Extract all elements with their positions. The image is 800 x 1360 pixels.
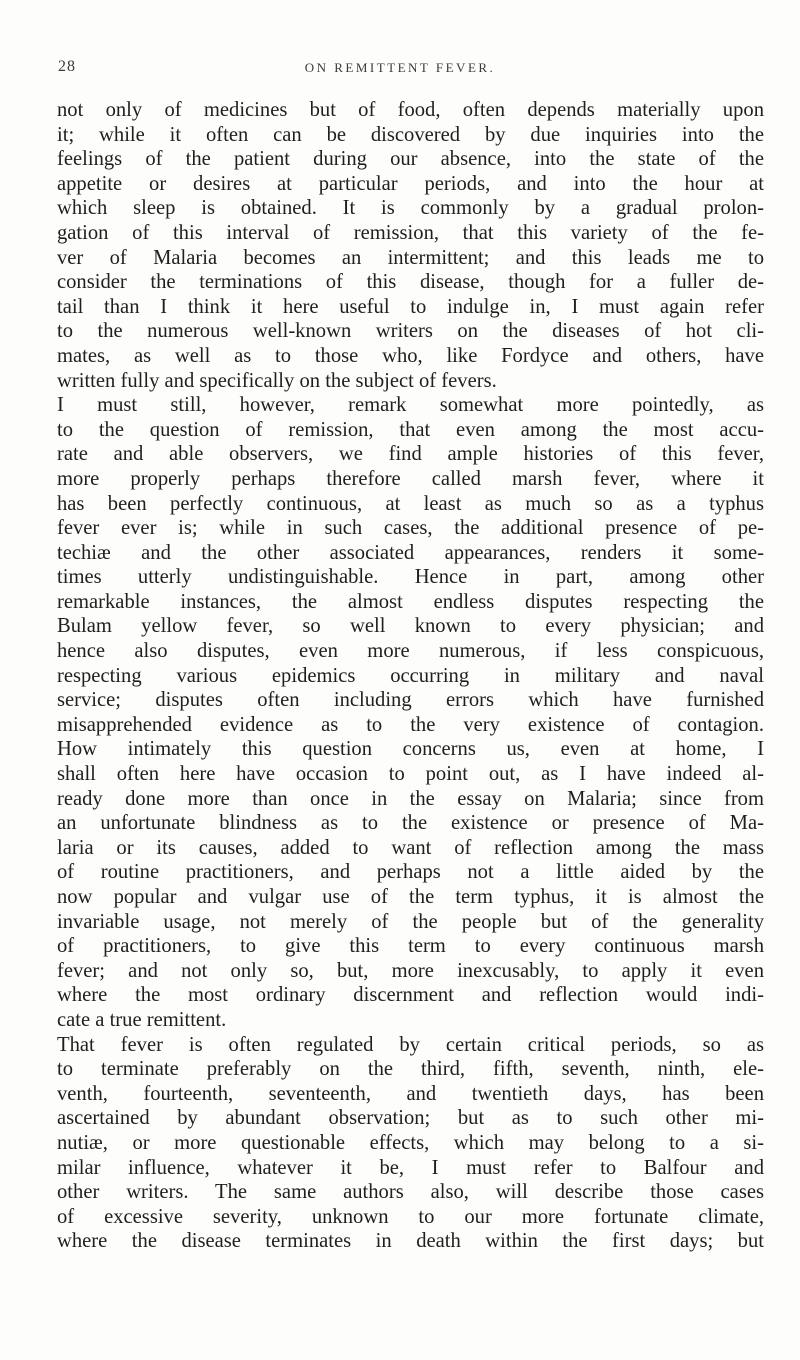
text-line: milar influence, whatever it be, I must refer to Balfour and (57, 1156, 764, 1179)
text-line: an unfortunate blindness as to the existence or presence of Ma- (57, 812, 764, 835)
text-line: other writers. The same authors also, will describe those cases (57, 1181, 764, 1204)
text-line: consider the terminations of this disease, though for a fuller de- (57, 271, 764, 294)
text-line: gation of this interval of remission, that this variety of the fe- (57, 221, 764, 244)
text-line: invariable usage, not merely of the people but of the generality (57, 910, 764, 933)
text-line: not only of medicines but of food, often depends materially upon (57, 99, 764, 121)
running-head (0, 58, 800, 82)
text-line: shall often here have occasion to point out, as I have indeed al- (57, 763, 764, 786)
text-line: nutiæ, or more questionable effects, which may belong to a si- (57, 1131, 764, 1154)
page-number: 28 (58, 58, 76, 75)
text-line: of practitioners, to give this term to every continuous marsh (57, 935, 764, 958)
text-line: hence also disputes, even more numerous, if less conspicuous, (57, 640, 764, 663)
text-line: That fever is often regulated by certain critical periods, so as (57, 1033, 764, 1056)
text-line: cate a true remittent. (57, 1008, 227, 1031)
text-line: written fully and specifically on the subject of fevers. (57, 369, 497, 392)
text-line: laria or its causes, added to want of reflection among the mass (57, 836, 764, 859)
text-line: it; while it often can be discovered by due inquiries into the (57, 123, 764, 146)
text-line: techiæ and the other associated appearances, renders it some- (57, 541, 764, 564)
text-line: to the question of remission, that even among the most accu- (57, 418, 764, 441)
text-line: rate and able observers, we find ample histories of this fever, (57, 443, 764, 466)
text-line: remarkable instances, the almost endless disputes respecting the (57, 590, 764, 613)
text-line: fever; and not only so, but, more inexcusably, to apply it even (57, 959, 764, 982)
running-title: ON REMITTENT FEVER. (304, 60, 496, 75)
text-line: I must still, however, remark somewhat more pointedly, as (57, 394, 764, 417)
text-line: feelings of the patient during our absence, into the state of the (57, 148, 764, 171)
text-line: which sleep is obtained. It is commonly by a gradual prolon- (57, 197, 764, 220)
text-line: of excessive severity, unknown to our more fortunate climate, (57, 1205, 764, 1228)
body-text (57, 98, 764, 1254)
text-line: fever ever is; while in such cases, the additional presence of pe- (57, 517, 764, 540)
text-line: has been perfectly continuous, at least as much so as a typhus (57, 492, 764, 515)
text-line: appetite or desires at particular periods, and into the hour at (57, 172, 764, 195)
text-line: How intimately this question concerns us, even at home, I (57, 738, 764, 761)
text-line: more properly perhaps therefore called marsh fever, where it (57, 467, 764, 490)
text-line: service; disputes often including errors which have furnished (57, 689, 764, 712)
text-line: tail than I think it here useful to indulge in, I must again refer (57, 295, 764, 318)
text-line: times utterly undistinguishable. Hence in part, among other (57, 566, 764, 589)
text-line: respecting various epidemics occurring in military and naval (57, 664, 764, 687)
text-line: ver of Malaria becomes an intermittent; and this leads me to (57, 246, 764, 269)
text-line: of routine practitioners, and perhaps not a little aided by the (57, 861, 764, 884)
text-line: to terminate preferably on the third, fifth, seventh, ninth, ele- (57, 1058, 764, 1081)
text-line: now popular and vulgar use of the term typhus, it is almost the (57, 886, 764, 908)
text-line: where the most ordinary discernment and reflection would indi- (57, 984, 764, 1007)
text-line: Bulam yellow fever, so well known to every physician; and (57, 615, 764, 638)
text-line: misapprehended evidence as to the very existence of contagion. (57, 713, 764, 736)
text-line: venth, fourteenth, seventeenth, and twentieth days, has been (57, 1082, 764, 1105)
text-line: mates, as well as to those who, like Fordyce and others, have (57, 344, 764, 367)
text-line: ascertained by abundant observation; but as to such other mi- (57, 1107, 764, 1130)
text-line: ready done more than once in the essay on Malaria; since from (57, 787, 764, 810)
text-line: to the numerous well-known writers on the diseases of hot cli- (57, 320, 764, 343)
text-line: where the disease terminates in death within the first days; but (57, 1230, 764, 1253)
